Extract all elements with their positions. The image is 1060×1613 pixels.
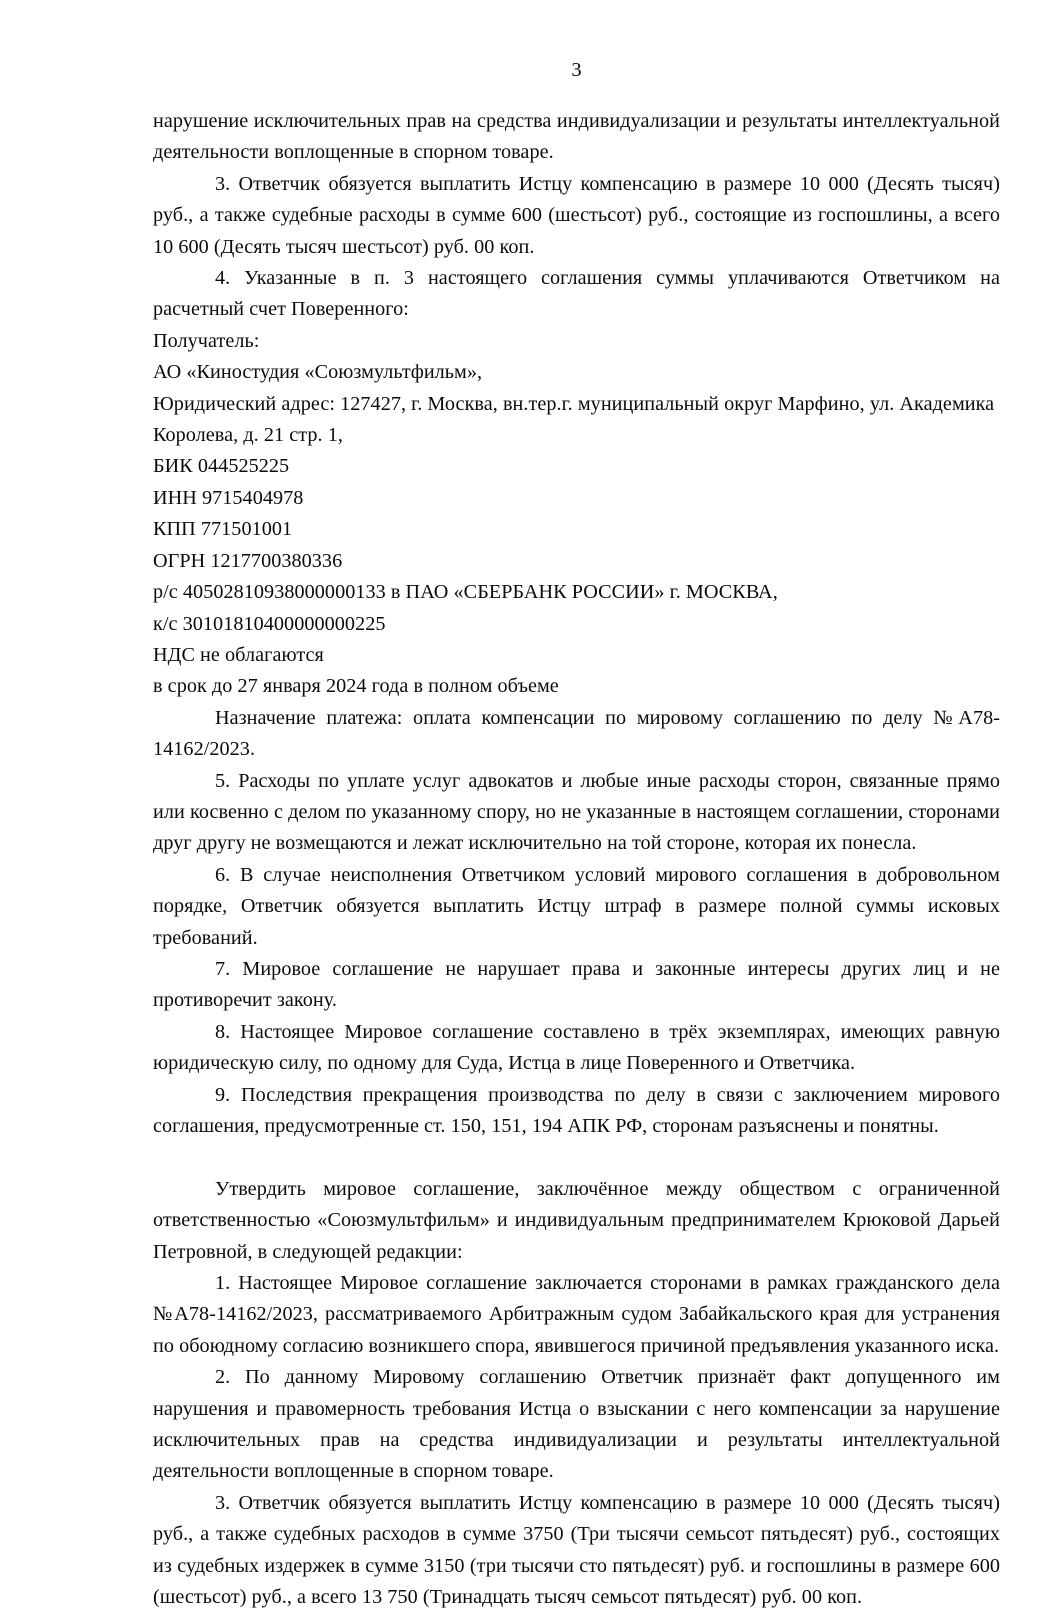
paragraph-item-3-first: 3. Ответчик обязуется выплатить Истцу компенсацию в размере 10 000 (Десять тысяч) руб., а также судебные расходы в сумме 600 (шестьсот) руб., состоящие из госпошлины, а всего 10 600 (Десять тысяч шестьсот) руб. 00 коп. xyxy=(153,172,1000,258)
paragraph-blank-separator xyxy=(153,1142,1000,1173)
page-number: 3 xyxy=(571,59,582,81)
bank-kpp: КПП 771501001 xyxy=(153,518,293,541)
bank-ogrn: ОГРН 1217700380336 xyxy=(153,549,343,572)
recipient-legal-address: Юридический адрес: 127427, г. Москва, вн.тер.г. муниципальный округ Марфино, ул. Академика Королева, д. 21 стр. 1, xyxy=(153,392,995,447)
paragraph-item-2-second: 2. По данному Мировому соглашению Ответчик признаёт факт допущенного им нарушения и правомерность требования Истца о взыскании с него компенсации за нарушение исключительных прав на средства индивидуализации и результаты интеллектуальной деятельности воплощенные в спорном товаре. xyxy=(153,1366,1000,1483)
paragraph-item-9: 9. Последствия прекращения производства по делу в связи с заключением мирового соглашения, предусмотренные ст. 150, 151, 194 АПК РФ, сторонам разъяснены и понятны. xyxy=(153,1083,1000,1137)
recipient-name: АО «Киностудия «Союзмультфильм», xyxy=(153,361,483,384)
bank-correspondent-account: к/с 30101810400000000225 xyxy=(153,612,386,635)
bank-inn: ИНН 9715404978 xyxy=(153,486,304,509)
paragraph-continuation-intro: нарушение исключительных прав на средства индивидуализации и результаты интеллектуальной деятельности воплощенные в спорном товаре. xyxy=(153,110,1000,164)
paragraph-item-5: 5. Расходы по уплате услуг адвокатов и любые иные расходы сторон, связанные прямо или косвенно с делом по указанному спору, но не указанные в настоящем соглашении, сторонами друг другу не возмещаются и лежат исключительно на той стороне, которая их понесла. xyxy=(153,769,1000,855)
paragraph-approve-clause: Утвердить мировое соглашение, заключённое между обществом с ограниченной ответственностью «Союзмультфильм» и индивидуальным предпринимателем Крюковой Дарьей Петровной, в следующей редакции: xyxy=(153,1177,1000,1263)
vat-note: НДС не облагаются xyxy=(153,643,324,666)
payment-purpose: Назначение платежа: оплата компенсации по мировому соглашению по делу №А78-14162/2023. xyxy=(153,706,1000,761)
paragraph-item-7: 7. Мировое соглашение не нарушает права и законные интересы других лиц и не противоречит закону. xyxy=(153,957,1000,1012)
document-body xyxy=(153,106,1000,1613)
payment-deadline: в срок до 27 января 2024 года в полном объеме xyxy=(153,675,559,698)
paragraph-item-8: 8. Настоящее Мировое соглашение составлено в трёх экземплярах, имеющих равную юридическую силу, по одному для Суда, Истца в лице Поверенного и Ответчика. xyxy=(153,1020,1000,1075)
paragraph-item-6: 6. В случае неисполнения Ответчиком условий мирового соглашения в добровольном порядке, Ответчик обязуется выплатить Истцу штраф в размере полной суммы исковых требований. xyxy=(153,863,1000,949)
bank-bik: БИК 044525225 xyxy=(153,455,290,478)
paragraph-item-4: 4. Указанные в п. 3 настоящего соглашения суммы уплачиваются Ответчиком на расчетный счет Поверенного: xyxy=(153,267,1000,321)
paragraph-item-3-second: 3. Ответчик обязуется выплатить Истцу компенсацию в размере 10 000 (Десять тысяч) руб., а также судебных расходов в сумме 3750 (Три тысячи семьсот пятьдесят) руб., состоящих из судебных издержек в сумме 3150 (три тысячи сто пятьдесят) руб. и госпошлины в размере 600 (шестьсот) руб., а всего 13 750 (Тринадцать тысяч семьсот пятьдесят) руб. 00 коп. xyxy=(153,1491,1000,1609)
bank-settlement-account: р/с 40502810938000000133 в ПАО «СБЕРБАНК РОССИИ» г. МОСКВА, xyxy=(153,581,778,604)
recipient-label: Получатель: xyxy=(153,329,260,352)
paragraph-item-1-second: 1. Настоящее Мировое соглашение заключается сторонами в рамках гражданского дела №А78-14162/2023, рассматриваемого Арбитражным судом Забайкальского края для устранения по обоюдному согласию возникшего спора, явившегося причиной предъявления указанного иска. xyxy=(153,1272,1000,1357)
